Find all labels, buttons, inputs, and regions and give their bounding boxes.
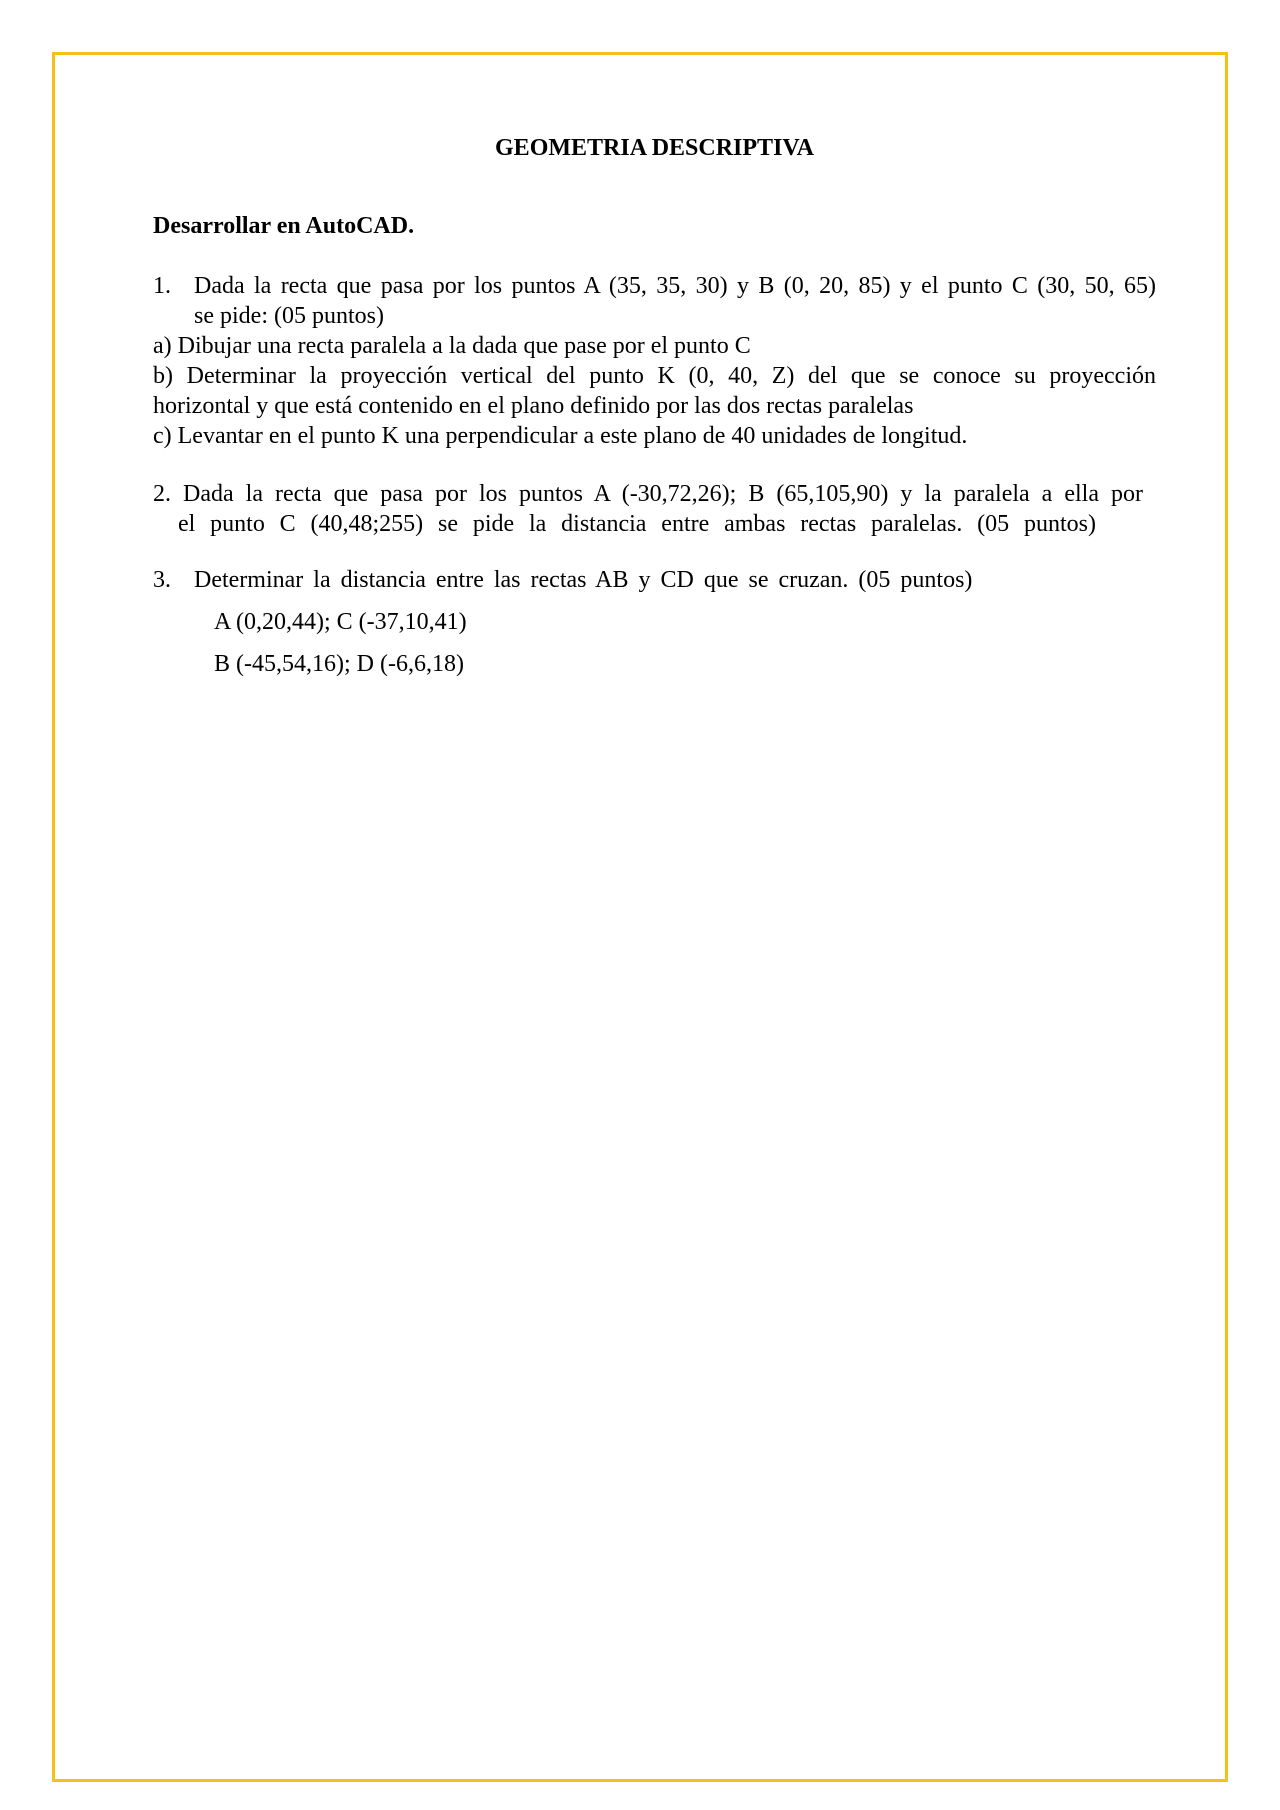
question-3-text: Determinar la distancia entre las rectas AB y CD que se cruzan. (05 puntos) — [194, 567, 973, 593]
question-2-line-1: 2. Dada la recta que pasa por los puntos A (-30,72,26); B (65,105,90) y la paralela a ella por — [153, 481, 1143, 507]
question-2-line-2: el punto C (40,48;255) se pide la distancia entre ambas rectas paralelas. (05 puntos) — [178, 511, 1096, 537]
question-3 — [153, 565, 1156, 679]
question-1-item-b-line-2: horizontal y que está contenido en el plano definido por las dos rectas paralelas — [153, 393, 914, 419]
question-2 — [153, 479, 1156, 539]
document-subtitle: Desarrollar en AutoCAD. — [153, 213, 415, 239]
question-1-item-b-line-1: b) Determinar la proyección vertical del punto K (0, 40, Z) del que se conoce su proyección — [153, 363, 1156, 389]
question-1-line-1: Dada la recta que pasa por los puntos A (35, 35, 30) y B (0, 20, 85) y el punto C (30, 50, 65) — [194, 273, 1156, 299]
question-1 — [153, 271, 1156, 451]
question-1-item-c: c) Levantar en el punto K una perpendicular a este plano de 40 unidades de longitud. — [153, 423, 968, 449]
question-1-line-2: se pide: (05 puntos) — [194, 303, 384, 329]
document-title: GEOMETRIA DESCRIPTIVA — [495, 135, 814, 161]
document-body — [153, 125, 1156, 679]
question-3-number: 3. — [153, 567, 171, 593]
question-1-item-a: a) Dibujar una recta paralela a la dada que pase por el punto C — [153, 333, 751, 359]
question-3-coords-2: B (-45,54,16); D (-6,6,18) — [214, 651, 464, 677]
question-3-coords-1: A (0,20,44); C (-37,10,41) — [214, 609, 467, 635]
question-1-number: 1. — [153, 273, 171, 299]
